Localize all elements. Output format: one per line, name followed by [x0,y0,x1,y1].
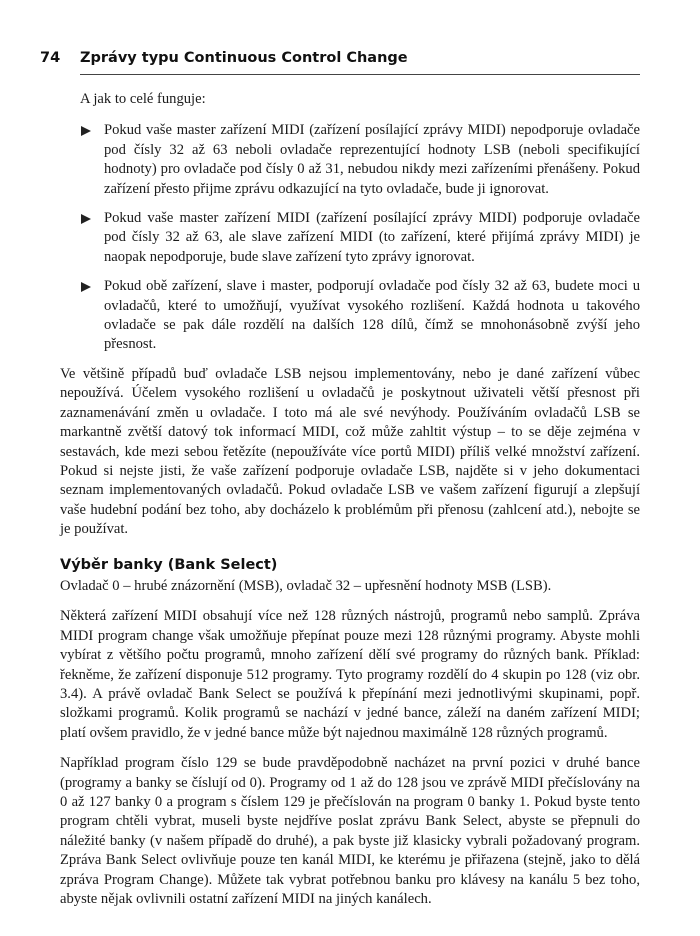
header-rule [80,74,640,75]
bullet-text: Pokud obě zařízení, slave i master, podporují ovladače pod čísly 32 až 63, budete moci u ovladačů, které to umožňují, využívat vysokého rozlišení. Každá hodnota u takového ovladače se pak dále rozdělí na dalších 128 dílů, čímž se mnohonásobně zvýší jeho přesnost. [104,278,640,353]
page-number: 74 [40,50,61,66]
bullet-item [60,209,640,267]
triangle-bullet-icon [81,282,91,292]
bullet-list [60,121,640,354]
triangle-bullet-icon [81,126,91,136]
paragraph-example: Například program číslo 129 se bude pravděpodobně nacházet na první pozici v druhé bance (programy a banky se číslují od 0). Programy od 1 až do 128 jsou ve zprávě MIDI přečíslovány na 0 až 127 banky 0 a program s číslem 129 je přečíslován na program 0 banky 1. Pokud byste tento program chtěli vybrat, museli byste nejdříve poslat zprávu Bank Select, abyste se přepnuli do náležité banky (v našem případě do druhé), a pak byste již klasicky vybrali požadovaný program. Zpráva Bank Select ovlivňuje pouze ten kanál MIDI, ke kterému je přiřazena (stejně, jako to dělá zpráva Program Change). Můžete tak vybrat potřebnou banku pro klávesy na kanálu 5 bez toho, abyste nějak ovlivnili ostatní zařízení MIDI na jiných kanálech. [60,755,640,908]
section-heading: Výběr banky (Bank Select) [60,556,278,573]
bullet-item [60,277,640,355]
chapter-title: Zprávy typu Continuous Control Change [80,50,408,66]
intro-text: A jak to celé funguje: [80,91,206,107]
paragraph-banks: Některá zařízení MIDI obsahují více než 128 různých nástrojů, programů nebo samplů. Zpráva MIDI program change však umožňuje přepínat pouze mezi 128 různými programy. Abyste mohli vybírat z většího počtu programů, mnoho zařízení dělí své programy do různých bank. Příklad: řekněme, že zařízení disponuje 512 programy. Tyto programy rozdělí do 4 skupin po 128 (viz obr. 3.4). A právě ovladač Bank Select se používá k přepínání mezi jednotlivými skupinami, popř. složkami programů. Kolik programů se nachází v jedné bance, záleží na daném zařízení MIDI; platí ovšem pravidlo, že v jedné bance může být najednou maximálně 128 různých programů. [60,608,640,741]
page-body [60,90,640,920]
section-subtitle: Ovladač 0 – hrubé znázornění (MSB), ovladač 32 – upřesnění hodnoty MSB (LSB). [60,577,552,594]
bullet-item [60,121,640,199]
bullet-text: Pokud vaše master zařízení MIDI (zařízení posílající zprávy MIDI) nepodporuje ovladače pod čísly 32 až 63 neboli ovladače reprezentující hodnoty LSB (neboli specifikující hodnoty) pro ovladače pod čísly 0 až 31, nebudou nikdy mezi zařízeními přenášeny. Pokud zařízení přesto přijme zprávu odkazující na tyto ovladače, bude ji ignorovat. [104,122,640,197]
running-header [40,50,640,70]
triangle-bullet-icon [81,214,91,224]
paragraph-lsb: Ve většině případů buď ovladače LSB nejsou implementovány, nebo je dané zařízení vůbec nepoužívá. Účelem vysokého rozlišení u ovladačů je poskytnout uživateli větší přesnost při zaznamenávání změn u ovladače. I toto má ale své nevýhody. Používáním ovladačů LSB se markantně zvětší datový tok informací MIDI, což může zahltit výstup – to se děje zejména v sestavách, kde mezi sebou řetězíte (nepoužíváte více portů MIDI) příliš velké množství zařízení. Pokud si nejste jisti, že vaše zařízení podporuje ovladače LSB, najděte si v jeho dokumentaci seznam implementovaných ovladačů. Pokud ovladače LSB ve vašem zařízení figurují a zlepšují vaše hudební podání bez toho, aby docházelo k problémům při přenosu (zahlcení atd.), nebojte se je používat. [60,365,640,538]
bullet-text: Pokud vaše master zařízení MIDI (zařízení posílající zprávy MIDI) podporuje ovladače pod čísly 32 až 63, ale slave zařízení MIDI (to zařízení, které přijímá zprávy MIDI) je naopak nepodporuje, bude slave zařízení tyto zprávy ignorovat. [104,210,640,265]
